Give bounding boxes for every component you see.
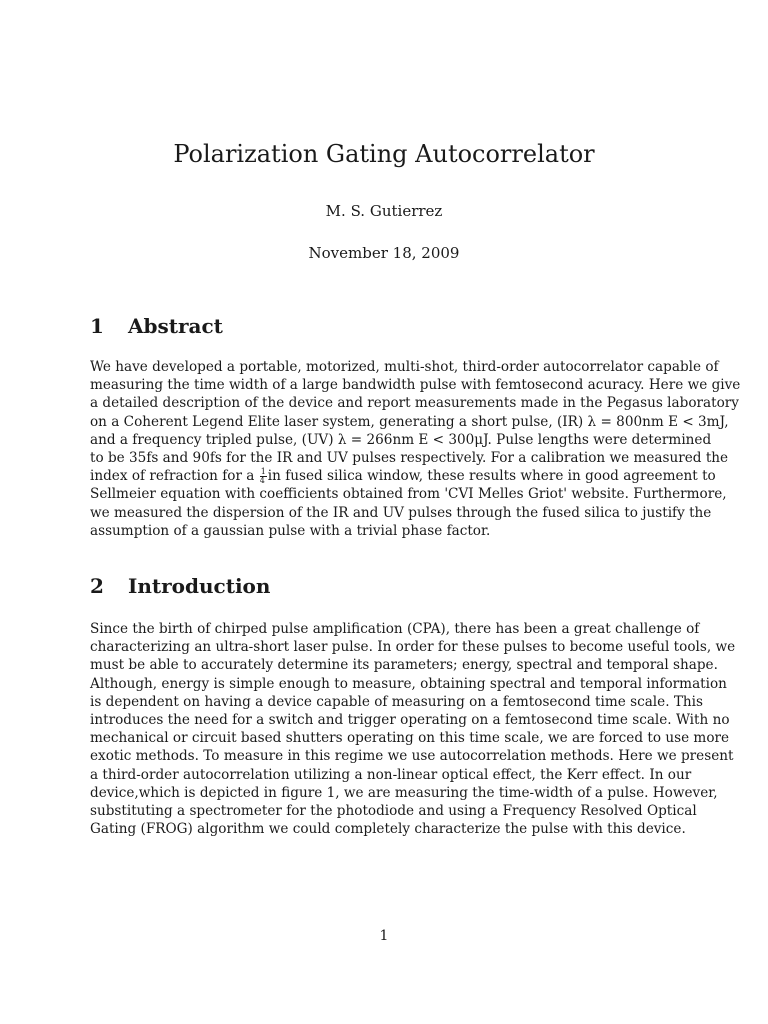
text-line: to be 35fs and 90fs for the IR and UV pulses respectively. For a calibration we measured the [90, 450, 729, 467]
text-line: substituting a spectrometer for the photodiode and using a Frequency Resolved Optical [90, 803, 697, 820]
abstract-paragraph [90, 358, 741, 540]
introduction-paragraph [90, 620, 736, 838]
publication-date: November 18, 2009 [308, 244, 460, 262]
text-line: We have developed a portable, motorized, multi-shot, third-order autocorrelator capable of [90, 359, 719, 375]
text-line: exotic methods. To measure in this regime we use autocorrelation methods. Here we present [90, 748, 734, 765]
text-fragment: in fused silica window, these results where in good agreement to [267, 468, 716, 485]
fraction-denominator: 4 [259, 476, 265, 486]
text-line: we measured the dispersion of the IR and UV pulses through the fused silica to justify the [90, 504, 712, 521]
text-line: characterizing an ultra-short laser pulse. In order for these pulses to become useful tools, we [90, 639, 736, 656]
text-line: introduces the need for a switch and trigger operating on a femtosecond time scale. With no [90, 712, 730, 729]
text-line-with-fraction [90, 467, 716, 486]
text-line: is dependent on having a device capable of measuring on a femtosecond time scale. This [90, 693, 703, 710]
section-title: Introduction [128, 574, 271, 598]
text-line: Sellmeier equation with coefficients obtained from 'CVI Melles Griot' website. Furthermore, [90, 486, 727, 503]
page-number: 1 [379, 928, 389, 944]
text-line: on a Coherent Legend Elite laser system, generating a short pulse, (IR) λ = 800nm E < 3mJ, [90, 413, 729, 430]
text-line: assumption of a gaussian pulse with a trivial phase factor. [90, 522, 491, 539]
text-line: a third-order autocorrelation utilizing a non-linear optical effect, the Kerr effect. In our [90, 766, 692, 783]
section-number: 1 [90, 314, 104, 338]
author-name: M. S. Gutierrez [325, 202, 443, 220]
text-line: mechanical or circuit based shutters operating on this time scale, we are forced to use more [90, 730, 730, 747]
fraction-numerator: 1 [260, 467, 266, 477]
text-line: Gating (FROG) algorithm we could completely characterize the pulse with this device. [90, 821, 686, 838]
text-line: a detailed description of the device and report measurements made in the Pegasus laboratory [90, 395, 739, 412]
text-line: and a frequency tripled pulse, (UV) λ = 266nm E < 300μJ. Pulse lengths were determined [90, 431, 712, 448]
section-heading-introduction [90, 574, 270, 598]
section-title: Abstract [128, 314, 223, 338]
text-line: Since the birth of chirped pulse amplification (CPA), there has been a great challenge of [90, 621, 700, 637]
text-line: device,which is depicted in figure 1, we are measuring the time-width of a pulse. However, [90, 784, 718, 801]
section-number: 2 [90, 574, 104, 598]
text-line: Although, energy is simple enough to measure, obtaining spectral and temporal information [90, 675, 727, 692]
text-line: measuring the time width of a large bandwidth pulse with femtosecond acuracy. Here we give [90, 377, 741, 394]
text-fragment: index of refraction for a [90, 468, 255, 485]
section-heading-abstract [90, 314, 223, 338]
paper-title: Polarization Gating Autocorrelator [173, 140, 595, 168]
text-line: must be able to accurately determine its parameters; energy, spectral and temporal shape. [90, 657, 718, 674]
fraction [260, 468, 267, 485]
